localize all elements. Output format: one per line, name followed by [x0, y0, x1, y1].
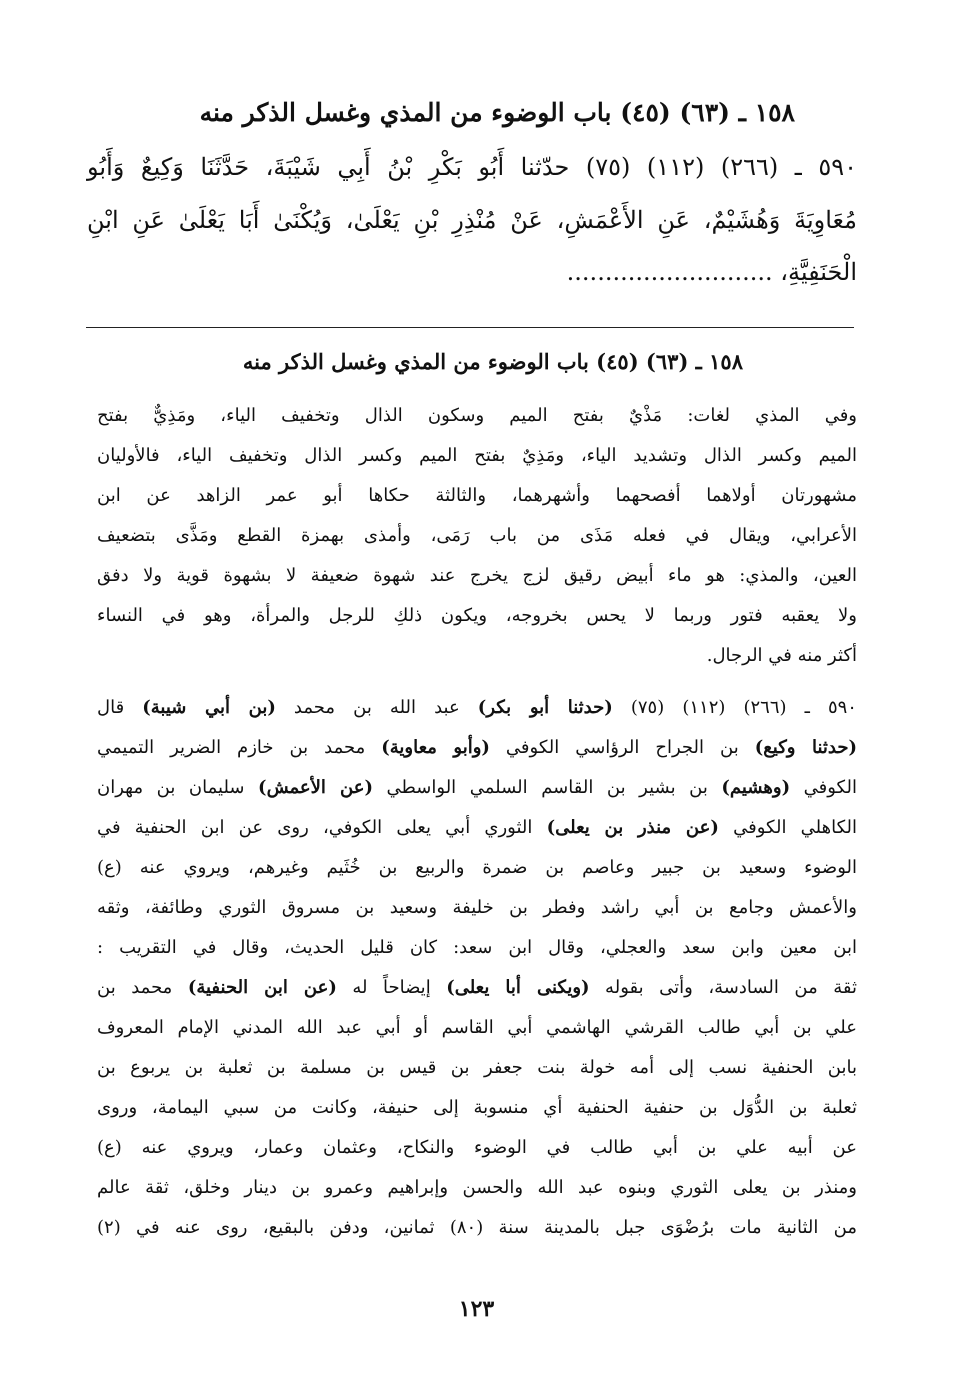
hadith-chapter-title: ١٥٨ ـ (٦٣) (٤٥) باب الوضوء من المذي وغسل الذكر منه	[199, 98, 795, 127]
quoted-text: (بن أبي شيبة)	[142, 697, 276, 718]
commentary-line: ومنذر بن يعلى الثوري وبنوه عبد الله والحسن وإبراهيم وعمرو بن دينار وخلق، ثقة عالم	[97, 1177, 857, 1198]
hadith-text-line	[87, 255, 857, 289]
commentary-line	[97, 688, 857, 728]
commentary-line: مشهورتان أولاهما أفصحهما وأشهرهما، والثالثة حكاها أبو عمر الزاهد عن ابن	[97, 485, 857, 506]
page-number: ١٢٣	[458, 1296, 495, 1322]
quoted-text: (وأبو معاوية)	[381, 737, 490, 758]
commentary-line: ولا يعقبه فتور وربما لا يحس بخروجه، ويكون ذلكِ للرجل والمرأة، وهو في النساء	[97, 605, 857, 626]
line-text: إيضاحاً له	[336, 977, 447, 998]
line-text: الكوفي	[790, 777, 857, 798]
line-text: الكاهلي الكوفي	[718, 817, 857, 838]
line-text: محمد بن	[97, 977, 188, 998]
commentary-line: الوضوء وسعيد بن جبير وعاصم بن ضمرة والربيع بن خُثَيم وغيرهم، ويروي عنه (ع)	[97, 857, 857, 878]
commentary-line: أكثر منه في الرجال.	[706, 645, 857, 666]
hadith-line-text: الْحَنَفِيَّةِ،	[772, 258, 857, 286]
ellipsis-dots: ...........................	[566, 258, 773, 286]
quoted-text: (وهشيم)	[721, 777, 791, 798]
commentary-line	[97, 728, 857, 768]
line-text: سليمان بن مهران	[97, 777, 259, 798]
commentary-paragraph-2	[97, 688, 857, 1248]
quoted-text: (عن منذر بن يعلى)	[546, 817, 719, 838]
hadith-text-line: مُعَاوِيَةَ وَهُشَيْمٌ، عَنِ الأَعْمَشِ، عَنْ مُنْذِرِ بْنِ يَعْلَىٰ، وَيُكْنَىٰ أَبَا يَعْلَىٰ عَنِ ابْنِ	[87, 206, 857, 234]
quoted-text: (حدثنا أبو بكر)	[477, 697, 613, 718]
commentary-line: علي بن أبي طالب القرشي الهاشمي أبي القاسم أو أبي عبد الله المدني الإمام المعروف	[97, 1017, 857, 1038]
line-text: بن بشير بن القاسم السلمي الواسطي	[372, 777, 722, 798]
commentary-line: ابن معين وابن سعد والعجلي، وقال ابن سعد: كان قليل الحديث، وقال في التقريب :	[97, 937, 857, 958]
quoted-text: (حدثنا وكيع)	[754, 737, 857, 758]
commentary-line: بابن الحنفية نسب إلى أمه خولة بنت جعفر بن قيس بن مسلمة بن ثعلبة بن يربوع بن	[97, 1057, 857, 1078]
commentary-line	[97, 968, 857, 1008]
hadith-text-line: ٥٩٠ ـ (٢٦٦) (١١٢) (٧٥) حدّثنا أَبُو بَكْرِ بْنُ أَبِي شَيْبَةَ، حَدَّثَنَا وَكِيعٌ وَأَبُو	[87, 153, 858, 181]
commentary-line	[97, 808, 857, 848]
quoted-text: (عن ابن الحنفية)	[187, 977, 337, 998]
quoted-text: (عن الأعمش)	[258, 777, 373, 798]
line-text: قال	[97, 697, 143, 718]
commentary-line: الأعرابي، ويقال في فعله مَذَى من باب رَمَى، وأمذى بهمزة القطع ومَذَّى بتضعيف	[97, 525, 857, 546]
commentary-line: وفي المذي لغات: مَذْيٌ بفتح الميم وسكون الذال وتخفيف الياء، ومَذِيٌّ بفتح	[97, 405, 857, 426]
line-text: ثقة من السادسة، وأتى بقوله	[589, 977, 857, 998]
commentary-line: العين، والمذي: هو ماء أبيض رقيق لزج يخرج عند شهوة ضعيفة لا بشهوة قوية ولا دفق	[97, 565, 857, 586]
commentary-chapter-title: ١٥٨ ـ (٦٣) (٤٥) باب الوضوء من المذي وغسل الذكر منه	[242, 349, 743, 374]
commentary-line: ثعلبة بن الدُّوَل بن حنفية الحنفية أي منسوبة إلى حنيفة، وكانت من سبي اليمامة، وروى	[97, 1097, 857, 1118]
line-text: الثوري أبي يعلى الكوفي، روى عن ابن الحنفية في	[97, 817, 547, 838]
section-divider	[86, 327, 854, 328]
commentary-line: من الثانية مات برُضْوَى جبل بالمدينة سنة (٨٠) ثمانين، ودفن بالبقيع، روى عنه في (٢)	[97, 1217, 857, 1238]
line-text: بن الجراح الرؤاسي الكوفي	[489, 737, 755, 758]
quoted-text: (ويكنى أبا يعلى)	[446, 977, 590, 998]
line-text: محمد بن خازم الضرير التميمي	[97, 737, 382, 758]
commentary-line: الميم وكسر الذال وتشديد الياء، ومَذِيٌ بفتح الميم وكسر الذال وتخفيف الياء، فالأوليان	[97, 445, 857, 466]
commentary-line: عن أبيه علي بن أبي طالب في الوضوء والنكاح، وعثمان وعمار، ويروي عنه (ع)	[97, 1137, 857, 1158]
commentary-line	[97, 768, 857, 808]
line-text: عبد الله بن محمد	[275, 697, 478, 718]
line-text: ٥٩٠ ـ (٢٦٦) (١١٢) (٧٥)	[612, 697, 857, 718]
commentary-line: والأعمش وجامع بن أبي راشد وفطر بن خليفة وسعيد بن مسروق الثوري وطائفة، وثقه	[97, 897, 857, 918]
commentary-paragraph-1	[97, 396, 857, 676]
